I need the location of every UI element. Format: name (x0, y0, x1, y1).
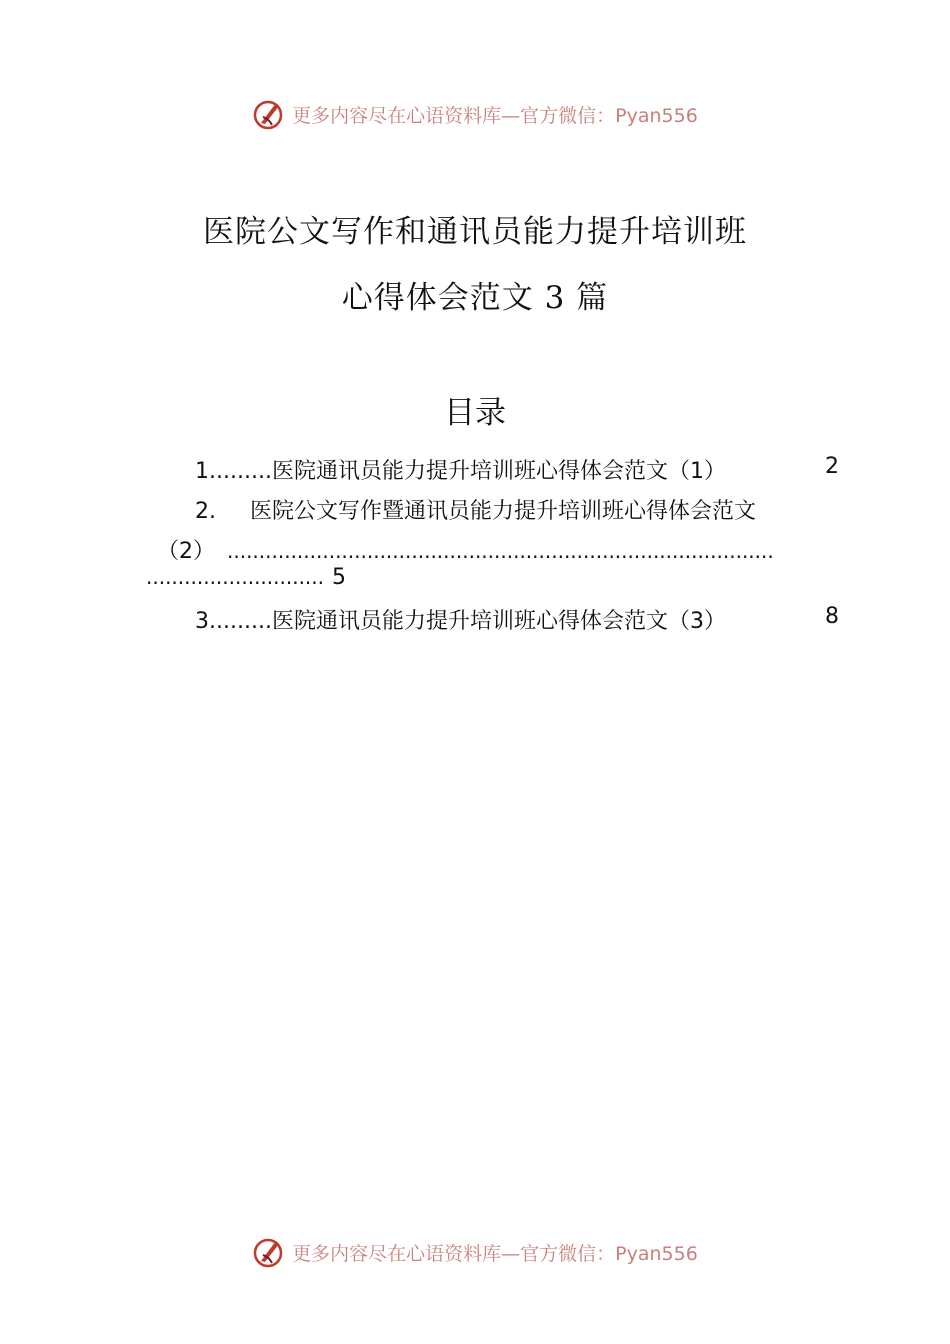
toc-entry-number: 2. (195, 499, 216, 524)
watermark-text: 更多内容尽在心语资料库—官方微信：Pyan556 (292, 1242, 698, 1265)
toc-entry-title: 医院通讯员能力提升培训班心得体会范文（3） (271, 609, 726, 634)
toc-entry-title: 医院公文写作暨通讯员能力提升培训班心得体会范文 (250, 499, 757, 524)
quill-logo-icon (252, 97, 286, 131)
footer-watermark (0, 1232, 950, 1272)
toc-entry-page: 2 (825, 454, 839, 479)
toc-entry-2-continued-2[interactable] (146, 565, 346, 590)
quill-logo-icon (252, 1235, 286, 1269)
toc-heading: 目录 (444, 395, 506, 431)
header-watermark (0, 94, 950, 134)
toc-entry-3[interactable] (195, 604, 839, 635)
toc-entry-page: 8 (825, 604, 839, 629)
toc-entry-1[interactable] (195, 454, 839, 485)
document-title-line2: 心得体会范文 3 篇 (341, 280, 609, 316)
wechat-id: Pyan556 (615, 104, 698, 127)
toc-leader-dots: ...................................................................................... (227, 539, 774, 563)
toc-leader-dots: ......... (209, 459, 272, 484)
toc-leader-dots: ............................ (146, 565, 325, 589)
toc-leader-dots: ......... (209, 609, 272, 634)
toc-entry-2[interactable] (195, 494, 756, 525)
toc-entry-suffix: （2） (157, 539, 215, 564)
wechat-id: Pyan556 (615, 1242, 698, 1265)
toc-entry-number: 1 (195, 459, 209, 484)
watermark-text: 更多内容尽在心语资料库—官方微信：Pyan556 (292, 104, 698, 127)
toc-entry-page: 5 (332, 565, 347, 590)
document-title-line1: 医院公文写作和通讯员能力提升培训班 (203, 214, 747, 250)
toc-entry-title: 医院通讯员能力提升培训班心得体会范文（1） (271, 459, 726, 484)
toc-entry-2-continued[interactable] (157, 534, 774, 565)
toc-entry-number: 3 (195, 609, 209, 634)
